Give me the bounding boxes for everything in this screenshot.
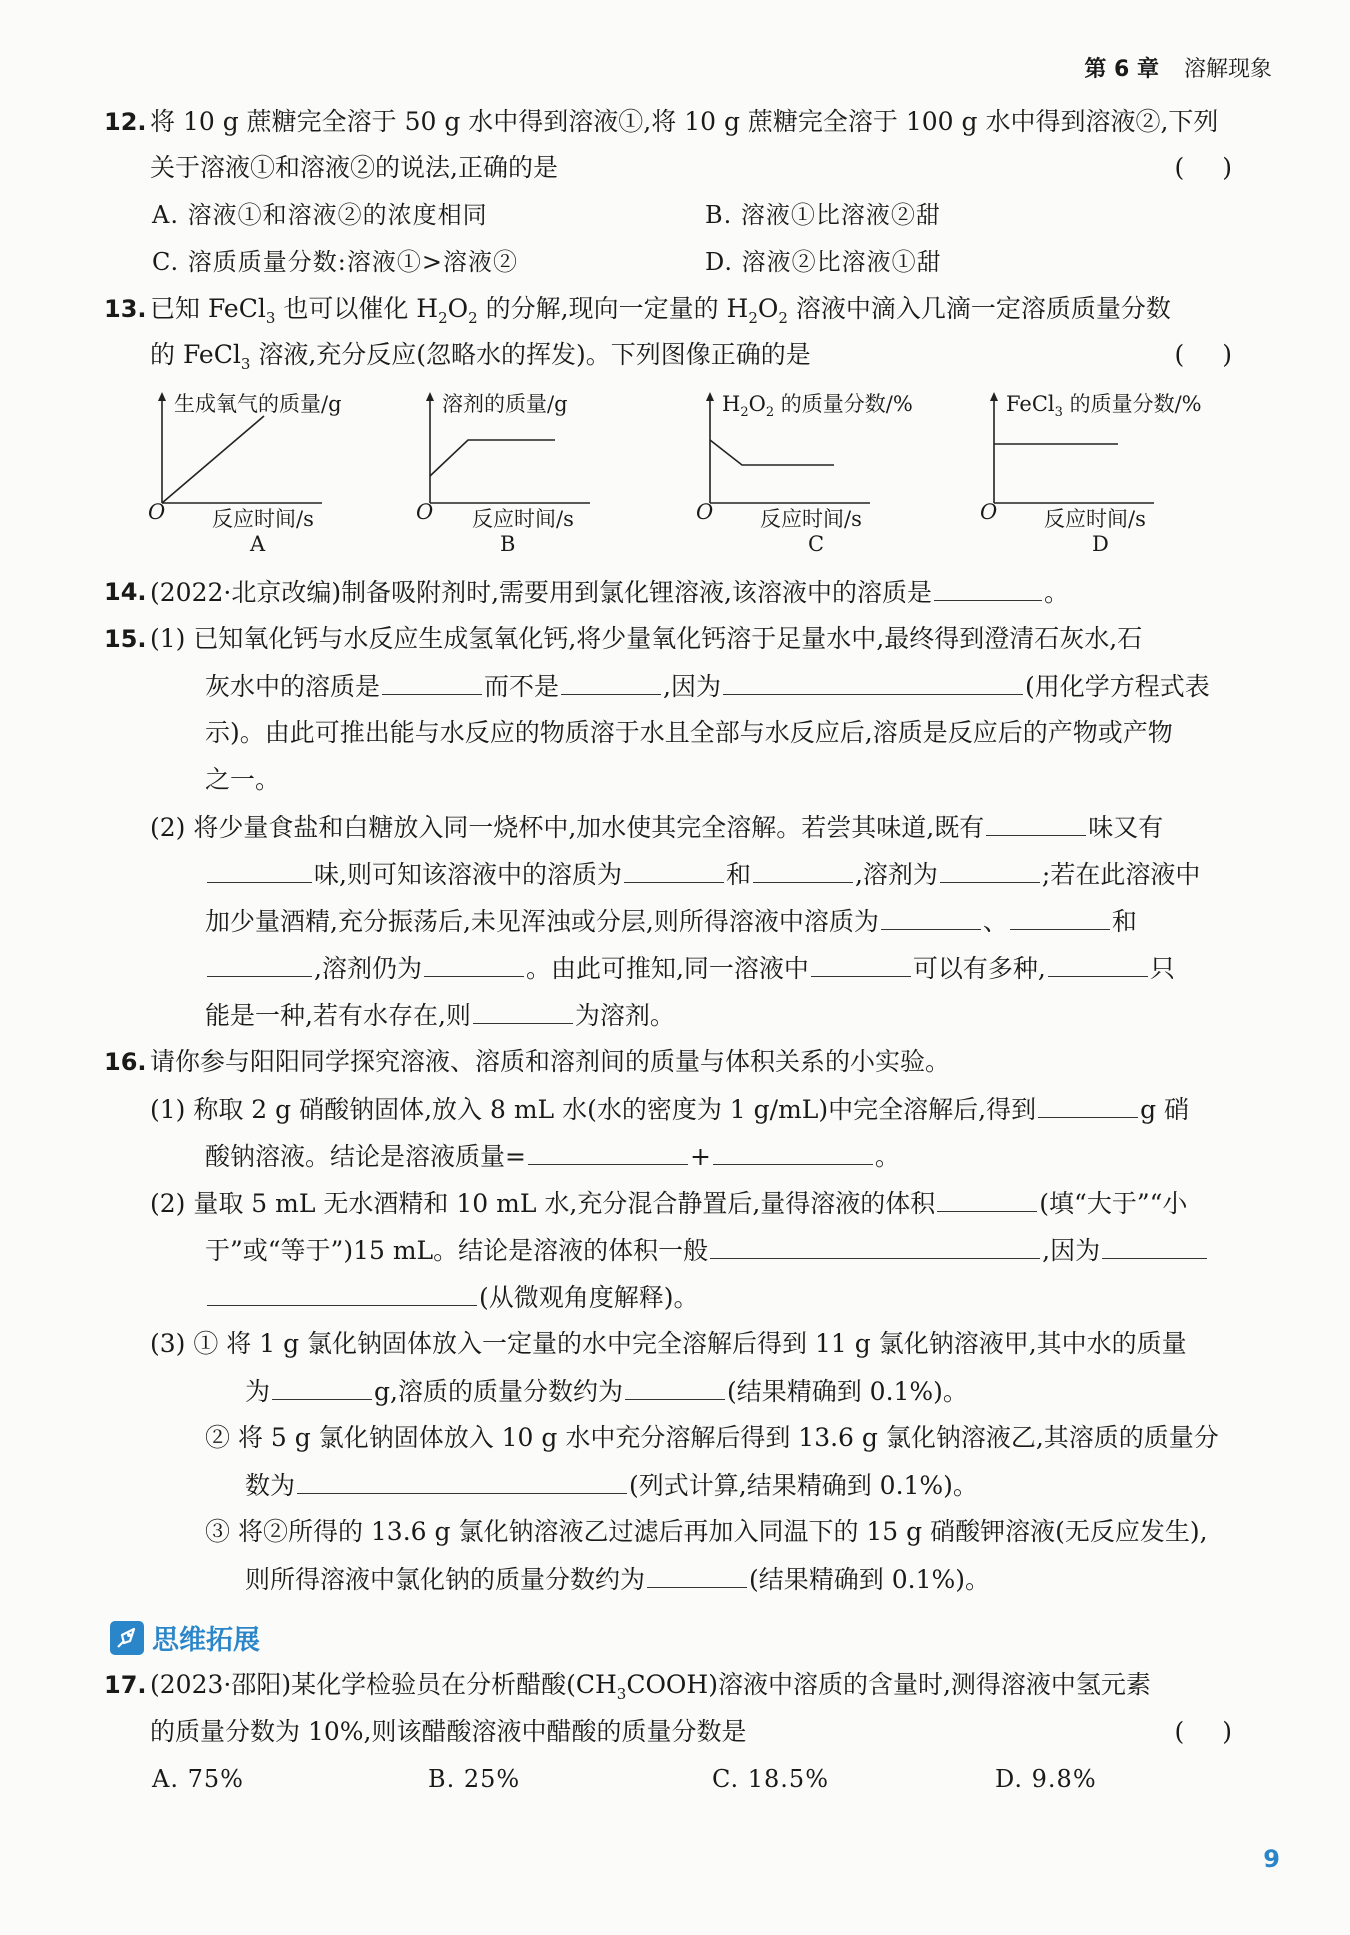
- answer-blank[interactable]: [881, 903, 981, 930]
- q13-text: 的分解,现向一定量的 H: [477, 294, 749, 323]
- chart-d-letter: D: [1092, 532, 1109, 556]
- chart-c-xlabel: 反应时间/s: [760, 507, 862, 531]
- answer-blank[interactable]: [207, 950, 312, 977]
- chart-a-y-arrow: [158, 392, 166, 401]
- q12-stem: 将 10 g 蔗糖完全溶于 50 g 水中得到溶液①,将 10 g 蔗糖完全溶于 100 g 水中得到溶液②,下列: [150, 107, 1219, 136]
- q15-text: 。由此可推知,同一溶液中: [525, 954, 809, 983]
- q16-text: (3) ① 将 1 g 氯化钠固体放入一定量的水中完全溶解后得到 11 g 氯化钠溶液甲,其中水的质量: [150, 1329, 1187, 1358]
- answer-blank[interactable]: [382, 668, 482, 695]
- label-part: FeCl: [1006, 392, 1055, 416]
- q17-answer-paren: (): [1174, 1717, 1270, 1746]
- q15-text: ,因为: [663, 672, 721, 701]
- q13-text: 的 FeCl: [150, 340, 241, 369]
- label-part: O: [748, 392, 766, 416]
- q15-text: ,溶剂仍为: [314, 954, 422, 983]
- q16-text: (2) 量取 5 mL 无水酒精和 10 mL 水,充分混合静置后,量得溶液的体积: [150, 1189, 936, 1218]
- q17-option-a: A. 75%: [152, 1765, 244, 1793]
- q16-text: 数为: [245, 1471, 296, 1500]
- chart-c-origin: O: [696, 500, 714, 524]
- q12-option-a: A. 溶液①和溶液②的浓度相同: [152, 201, 488, 229]
- chart-b-series-line: [430, 440, 555, 476]
- answer-blank[interactable]: [723, 668, 1023, 695]
- chart-d-ylabel: [1006, 388, 1202, 420]
- q13-text: O: [757, 294, 779, 323]
- chart-d-origin: O: [980, 500, 998, 524]
- chart-b-letter: B: [500, 532, 516, 556]
- chart-d-xlabel: 反应时间/s: [1044, 507, 1146, 531]
- label-part: 的质量分数/%: [1062, 392, 1202, 416]
- answer-blank[interactable]: [625, 1373, 725, 1400]
- q16-text: (从微观角度解释)。: [479, 1283, 699, 1312]
- chart-c-y-arrow: [706, 392, 714, 401]
- subscript: 2: [740, 405, 749, 421]
- subscript: 2: [765, 405, 775, 421]
- answer-blank[interactable]: [207, 856, 312, 883]
- q15-text: 和: [1111, 907, 1137, 936]
- q15-text: 可以有多种,: [912, 954, 1046, 983]
- label-part: H: [722, 392, 741, 416]
- running-header: [1084, 52, 1272, 83]
- q15-text: ;若在此溶液中: [1041, 860, 1201, 889]
- q15-text: (2) 将少量食盐和白糖放入同一烧杯中,加水使其完全溶解。若尝其味道,既有: [150, 813, 985, 842]
- answer-blank[interactable]: [1038, 1091, 1138, 1118]
- answer-blank[interactable]: [934, 574, 1042, 601]
- answer-blank[interactable]: [710, 1232, 1040, 1259]
- q13-text: 溶液,充分反应(忽略水的挥发)。下列图像正确的是: [250, 340, 811, 369]
- q16-text: ,因为: [1042, 1236, 1101, 1265]
- subscript: 3: [1054, 405, 1063, 421]
- chart-b-xlabel: 反应时间/s: [472, 507, 574, 531]
- q12-answer-paren: (): [1174, 153, 1270, 182]
- subscript: 3: [265, 309, 276, 327]
- chapter-title: 溶解现象: [1183, 57, 1272, 82]
- chart-c-series-line: [710, 440, 834, 465]
- q15-text: 而不是: [484, 672, 560, 701]
- q13-text: 溶液中滴入几滴一定溶质质量分数: [787, 294, 1171, 323]
- answer-blank[interactable]: [473, 997, 573, 1024]
- q15-number: 15.: [104, 625, 147, 653]
- subscript: 2: [778, 309, 788, 327]
- q16-text: ② 将 5 g 氯化钠固体放入 10 g 水中充分溶解后得到 13.6 g 氯化钠溶液乙,其溶质的质量分: [205, 1423, 1219, 1452]
- q12-option-b: B. 溶液①比溶液②甜: [705, 201, 941, 229]
- q14-number: 14.: [104, 578, 147, 606]
- q12-number: 12.: [104, 108, 147, 136]
- q12-option-c: C. 溶质质量分数:溶液①>溶液②: [152, 248, 518, 276]
- answer-blank[interactable]: [561, 668, 661, 695]
- q15-text: 加少量酒精,充分振荡后,未见浑浊或分层,则所得溶液中溶质为: [205, 907, 879, 936]
- q13-text: 已知 FeCl: [150, 294, 266, 323]
- answer-blank[interactable]: [207, 1279, 477, 1306]
- answer-blank[interactable]: [647, 1561, 747, 1588]
- q14-end: 。: [1043, 578, 1069, 607]
- q16-number: 16.: [104, 1048, 147, 1076]
- q16-text: 于”或“等于”)15 mL。结论是溶液的体积一般: [205, 1236, 709, 1265]
- chart-b-ylabel: 溶剂的质量/g: [442, 392, 568, 416]
- section-title: 思维拓展: [152, 1625, 260, 1656]
- q15-text: 示)。由此可推出能与水反应的物质溶于水且全部与水反应后,溶质是反应后的产物或产物: [205, 718, 1173, 747]
- q17-text: (2023·邵阳)某化学检验员在分析醋酸(CH: [150, 1670, 617, 1699]
- answer-blank[interactable]: [1010, 903, 1110, 930]
- answer-blank[interactable]: [940, 856, 1040, 883]
- answer-blank[interactable]: [713, 1138, 873, 1165]
- chart-a-ylabel: 生成氧气的质量/g: [174, 392, 342, 416]
- chart-b: [416, 388, 670, 568]
- q16-text: ③ 将②所得的 13.6 g 氯化钠溶液乙过滤后再加入同温下的 15 g 硝酸钾溶液(无反应发生),: [205, 1517, 1208, 1546]
- q16-text: 酸钠溶液。结论是溶液质量=: [205, 1142, 526, 1171]
- rocket-icon: [110, 1621, 144, 1655]
- answer-blank[interactable]: [528, 1138, 688, 1165]
- q16-text: g 硝: [1140, 1095, 1190, 1124]
- q16-text: (填“大于”“小: [1039, 1189, 1188, 1218]
- q16-text: 请你参与阳阳同学探究溶液、溶质和溶剂间的质量与体积关系的小实验。: [150, 1047, 951, 1076]
- q15-text: 灰水中的溶质是: [205, 672, 381, 701]
- q17-text: 的质量分数为 10%,则该醋酸溶液中醋酸的质量分数是: [150, 1717, 747, 1746]
- q15-text: 只: [1149, 954, 1175, 983]
- q17-text: COOH)溶液中溶质的含量时,测得溶液中氢元素: [626, 1670, 1151, 1699]
- q12-stem-cont: 关于溶液①和溶液②的说法,正确的是: [150, 153, 558, 182]
- answer-blank[interactable]: [986, 809, 1086, 836]
- chart-a-series-line: [162, 416, 264, 503]
- chart-a-origin: O: [148, 500, 166, 524]
- q15-text: 、: [982, 907, 1008, 936]
- q16-text: +: [689, 1142, 711, 1171]
- answer-blank[interactable]: [937, 1185, 1037, 1212]
- q16-text: (列式计算,结果精确到 0.1%)。: [629, 1471, 978, 1500]
- q15-text: 味,则可知该溶液中的溶质为: [314, 860, 622, 889]
- chart-a-xlabel: 反应时间/s: [212, 507, 314, 531]
- q15-text: 能是一种,若有水存在,则: [205, 1001, 471, 1030]
- subscript: 3: [240, 355, 251, 373]
- answer-blank[interactable]: [624, 856, 724, 883]
- chart-a-letter: A: [250, 532, 266, 556]
- q14-text: (2022·北京改编)制备吸附剂时,需要用到氯化锂溶液,该溶液中的溶质是: [150, 578, 932, 607]
- subscript: 3: [616, 1685, 627, 1703]
- q15-text: 味又有: [1088, 813, 1164, 842]
- q16-text: (结果精确到 0.1%)。: [726, 1377, 968, 1406]
- chapter-label: 第 6 章: [1084, 57, 1159, 82]
- q17-option-b: B. 25%: [428, 1765, 521, 1793]
- q15-text: (用化学方程式表: [1024, 672, 1210, 701]
- q17-option-d: D. 9.8%: [995, 1765, 1097, 1793]
- q15-text: (1) 已知氧化钙与水反应生成氢氧化钙,将少量氧化钙溶于足量水中,最终得到澄清石灰水,石: [150, 624, 1143, 653]
- q16-text: (1) 称取 2 g 硝酸钠固体,放入 8 mL 水(水的密度为 1 g/mL)中完全溶解后,得到: [150, 1095, 1037, 1124]
- q16-text: 。: [874, 1142, 900, 1171]
- answer-blank[interactable]: [753, 856, 853, 883]
- q13-text: 也可以催化 H: [275, 294, 439, 323]
- subscript: 2: [468, 309, 478, 327]
- subscript: 2: [438, 309, 448, 327]
- answer-blank[interactable]: [1048, 950, 1148, 977]
- q13-text: O: [447, 294, 469, 323]
- section-heading: [110, 1618, 260, 1657]
- page-number: 9: [1263, 1845, 1280, 1873]
- q15-text: 和: [725, 860, 751, 889]
- chart-c-ylabel: [722, 388, 913, 420]
- answer-blank[interactable]: [297, 1467, 627, 1494]
- answer-blank[interactable]: [424, 950, 524, 977]
- chart-b-y-arrow: [426, 392, 434, 401]
- q15-text: 为溶剂。: [574, 1001, 675, 1030]
- q12-option-d: D. 溶液②比溶液①甜: [705, 248, 942, 276]
- q15-text: ,溶剂为: [854, 860, 938, 889]
- q16-text: 为: [245, 1377, 271, 1406]
- subscript: 2: [748, 309, 758, 327]
- q16-text: g,溶质的质量分数约为: [374, 1377, 623, 1406]
- q13-answer-paren: (): [1174, 340, 1270, 369]
- chart-c: [696, 388, 950, 568]
- q17-number: 17.: [104, 1671, 147, 1699]
- chart-b-origin: O: [416, 500, 434, 524]
- label-part: 的质量分数/%: [774, 392, 913, 416]
- answer-blank[interactable]: [1102, 1232, 1207, 1259]
- chart-d-y-arrow: [990, 392, 998, 401]
- chart-c-letter: C: [808, 532, 825, 556]
- q16-text: (结果精确到 0.1%)。: [749, 1565, 990, 1594]
- q13-number: 13.: [104, 295, 147, 323]
- chart-d: [980, 388, 1234, 568]
- q17-option-c: C. 18.5%: [712, 1765, 830, 1793]
- q15-text: 之一。: [205, 765, 281, 794]
- q16-text: 则所得溶液中氯化钠的质量分数约为: [245, 1565, 646, 1594]
- chart-a: [148, 388, 402, 568]
- answer-blank[interactable]: [811, 950, 911, 977]
- answer-blank[interactable]: [272, 1373, 372, 1400]
